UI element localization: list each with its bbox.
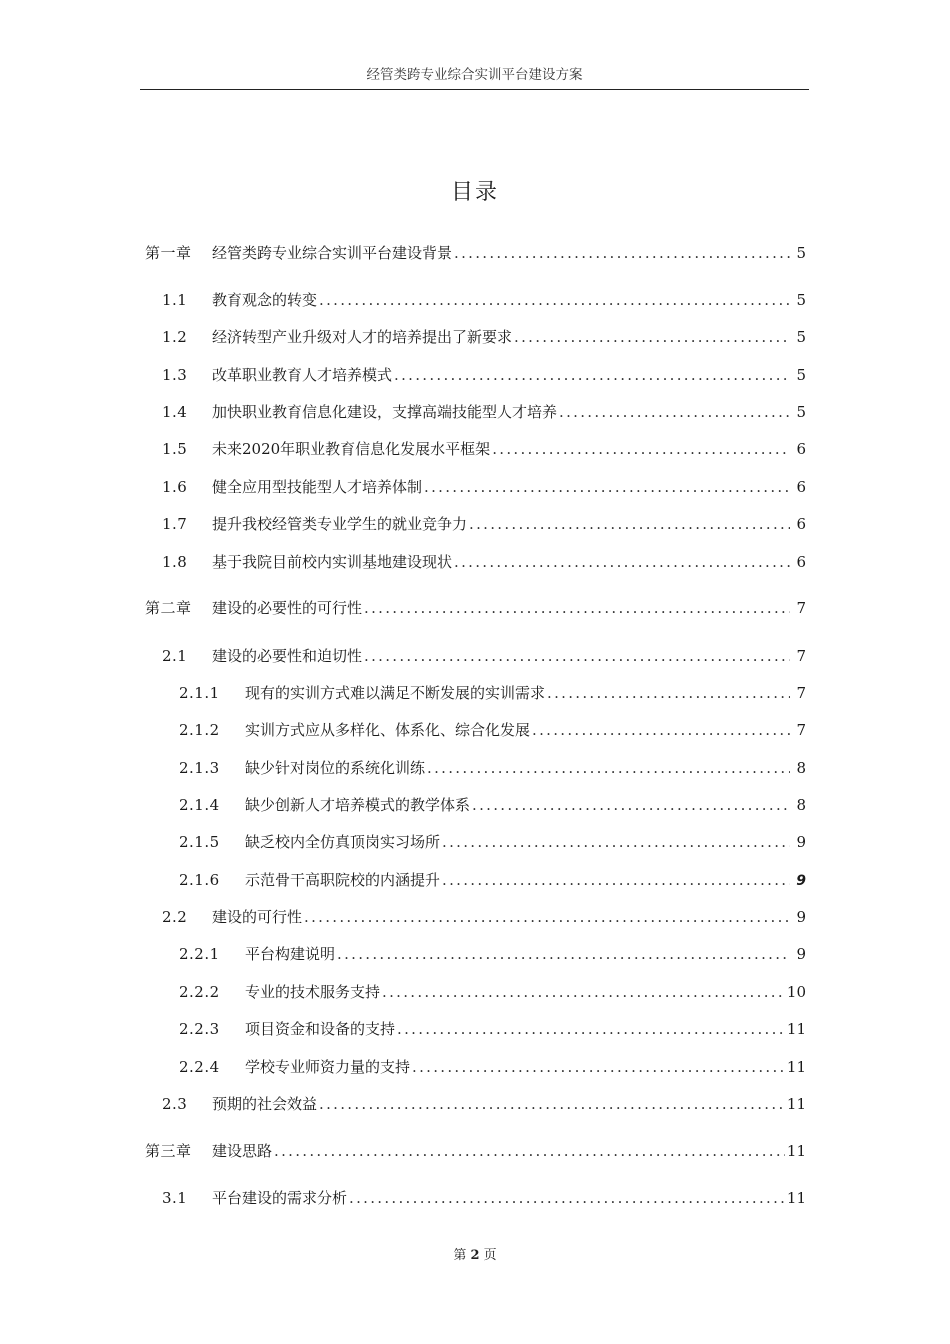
toc-entry-number: 2.2.4 xyxy=(179,1058,220,1076)
toc-dot-leader xyxy=(454,239,790,267)
toc-entry-page-number: 7 xyxy=(796,647,806,665)
toc-entry-title: 缺少针对岗位的系统化训练 xyxy=(245,759,426,777)
toc-entry-page-number: 6 xyxy=(796,440,806,458)
toc-dot-leader xyxy=(469,510,790,538)
toc-entry[interactable] xyxy=(145,594,806,622)
toc-entry[interactable] xyxy=(179,716,806,744)
toc-entry-page-number: 11 xyxy=(786,1058,806,1076)
toc-entry[interactable] xyxy=(179,978,806,1006)
toc-entry-page-number: 6 xyxy=(796,478,806,496)
toc-entry-page-number: 5 xyxy=(796,403,806,421)
toc-dot-leader xyxy=(349,1184,785,1212)
toc-dot-leader xyxy=(382,978,785,1006)
toc-entry-page-number: 11 xyxy=(786,1020,806,1038)
toc-dot-leader xyxy=(274,1137,785,1165)
toc-entry[interactable] xyxy=(162,286,806,314)
toc-entry-title: 专业的技术服务支持 xyxy=(245,983,381,1001)
toc-entry-number: 2.3 xyxy=(162,1095,188,1113)
toc-entry-page-number: 8 xyxy=(796,796,806,814)
header-title: 经管类跨专业综合实训平台建设方案 xyxy=(366,67,583,83)
toc-entry-title: 建设思路 xyxy=(212,1142,273,1160)
toc-dot-leader xyxy=(559,398,790,426)
toc-entry[interactable] xyxy=(162,1184,806,1212)
toc-entry-title: 经管类跨专业综合实训平台建设背景 xyxy=(212,244,453,262)
toc-entry-title: 加快职业教育信息化建设，支撑高端技能型人才培养 xyxy=(212,403,558,421)
toc-entry-number: 2.1.6 xyxy=(179,871,220,889)
toc-entry[interactable] xyxy=(162,510,806,538)
toc-entry[interactable] xyxy=(145,1137,806,1165)
toc-dot-leader xyxy=(319,286,790,314)
toc-entry-page-number: 10 xyxy=(786,983,806,1001)
toc-entry-page-number: 6 xyxy=(796,515,806,533)
toc-entry-title: 项目资金和设备的支持 xyxy=(245,1020,396,1038)
toc-entry-page-number: 5 xyxy=(796,291,806,309)
toc-entry-number: 1.8 xyxy=(162,553,188,571)
toc-dot-leader xyxy=(427,754,790,782)
toc-entry-page-number: 7 xyxy=(796,599,806,617)
footer-prefix: 第 xyxy=(453,1248,467,1263)
toc-entry-number: 第三章 xyxy=(145,1142,192,1160)
toc-entry-number: 1.1 xyxy=(162,291,188,309)
toc-title: 目录 xyxy=(450,180,499,205)
toc-entry-title: 教育观念的转变 xyxy=(212,291,318,309)
toc-entry-page-number: 7 xyxy=(796,721,806,739)
toc-entry[interactable] xyxy=(179,940,806,968)
toc-entry-page-number: 5 xyxy=(796,328,806,346)
toc-entry[interactable] xyxy=(179,1015,806,1043)
toc-entry[interactable] xyxy=(179,679,806,707)
toc-entry[interactable] xyxy=(162,323,806,351)
toc-entry-number: 2.1.4 xyxy=(179,796,220,814)
toc-entry-number: 2.1.5 xyxy=(179,833,220,851)
toc-entry[interactable] xyxy=(145,239,806,267)
toc-entry-page-number: 5 xyxy=(796,366,806,384)
toc-entry-title: 学校专业师资力量的支持 xyxy=(245,1058,411,1076)
toc-entry[interactable] xyxy=(162,361,806,389)
toc-entry-page-number: 7 xyxy=(796,684,806,702)
toc-entry[interactable] xyxy=(162,1090,806,1118)
toc-entry[interactable] xyxy=(162,473,806,501)
toc-entry-title: 缺乏校内全仿真顶岗实习场所 xyxy=(245,833,441,851)
toc-entry-number: 1.3 xyxy=(162,366,188,384)
toc-entry-number: 1.4 xyxy=(162,403,188,421)
toc-dot-leader xyxy=(319,1090,785,1118)
toc-entry[interactable] xyxy=(179,754,806,782)
toc-dot-leader xyxy=(424,473,790,501)
toc-dot-leader xyxy=(304,903,790,931)
toc-entry-number: 第二章 xyxy=(145,599,192,617)
toc-entry-title: 经济转型产业升级对人才的培养提出了新要求 xyxy=(212,328,513,346)
toc-dot-leader xyxy=(394,361,790,389)
toc-entry[interactable] xyxy=(179,1053,806,1081)
toc-dot-leader xyxy=(337,940,790,968)
toc-entry-number: 1.5 xyxy=(162,440,188,458)
toc-entry-title: 缺少创新人才培养模式的教学体系 xyxy=(245,796,471,814)
toc-entry-number: 2.2.1 xyxy=(179,945,220,963)
toc-entry-page-number: 6 xyxy=(796,553,806,571)
toc-entry-number: 2.1.2 xyxy=(179,721,220,739)
toc-entry-title: 基于我院目前校内实训基地建设现状 xyxy=(212,553,453,571)
page-footer xyxy=(0,1246,950,1266)
toc-entry-page-number: 11 xyxy=(786,1189,806,1207)
toc-entry-page-number: 11 xyxy=(786,1095,806,1113)
toc-dot-leader xyxy=(547,679,790,707)
toc-entry-title: 改革职业教育人才培养模式 xyxy=(212,366,393,384)
toc-entry[interactable] xyxy=(162,398,806,426)
toc-entry-number: 2.2 xyxy=(162,908,188,926)
toc-entry-title: 建设的可行性 xyxy=(212,908,303,926)
toc-dot-leader xyxy=(397,1015,785,1043)
toc-dot-leader xyxy=(364,642,790,670)
toc-entry-title: 平台建设的需求分析 xyxy=(212,1189,348,1207)
toc-entry-title: 提升我校经管类专业学生的就业竞争力 xyxy=(212,515,468,533)
toc-entry-page-number: 9 xyxy=(796,873,806,889)
footer-suffix: 页 xyxy=(483,1248,497,1263)
toc-entry-title: 健全应用型技能型人才培养体制 xyxy=(212,478,423,496)
toc-entry[interactable] xyxy=(162,548,806,576)
toc-entry-page-number: 9 xyxy=(796,908,806,926)
footer-page-number: 2 xyxy=(470,1248,480,1263)
toc-entry-number: 1.7 xyxy=(162,515,188,533)
toc-entry[interactable] xyxy=(179,791,806,819)
toc-entry-page-number: 9 xyxy=(796,945,806,963)
toc-dot-leader xyxy=(514,323,790,351)
toc-entry-title: 实训方式应从多样化、体系化、综合化发展 xyxy=(245,721,531,739)
toc-entry-title: 未来2020年职业教育信息化发展水平框架 xyxy=(212,440,491,458)
toc-entry-title: 平台构建说明 xyxy=(245,945,336,963)
toc-entry-number: 2.1 xyxy=(162,647,188,665)
toc-entry[interactable] xyxy=(162,642,806,670)
toc-entry[interactable] xyxy=(162,903,806,931)
toc-entry-title: 建设的必要性的可行性 xyxy=(212,599,363,617)
toc-entry-number: 1.6 xyxy=(162,478,188,496)
toc-entry-title: 建设的必要性和迫切性 xyxy=(212,647,363,665)
toc-entry-number: 2.2.3 xyxy=(179,1020,220,1038)
toc-dot-leader xyxy=(454,548,790,576)
toc-dot-leader xyxy=(532,716,790,744)
toc-dot-leader xyxy=(492,435,790,463)
toc-entry-title: 预期的社会效益 xyxy=(212,1095,318,1113)
toc-entry-page-number: 8 xyxy=(796,759,806,777)
toc-dot-leader xyxy=(442,866,790,894)
toc-entry-number: 2.1.3 xyxy=(179,759,220,777)
toc-entry-title: 现有的实训方式难以满足不断发展的实训需求 xyxy=(245,684,546,702)
toc-dot-leader xyxy=(442,828,790,856)
toc-entry-title: 示范骨干高职院校的内涵提升 xyxy=(245,871,441,889)
toc-dot-leader xyxy=(364,594,790,622)
toc-entry[interactable] xyxy=(162,435,806,463)
toc-entry-number: 1.2 xyxy=(162,328,188,346)
toc-entry-page-number: 11 xyxy=(786,1142,806,1160)
toc-dot-leader xyxy=(412,1053,785,1081)
toc-entry-number: 第一章 xyxy=(145,244,192,262)
toc-entry-page-number: 5 xyxy=(796,244,806,262)
toc-entry[interactable] xyxy=(179,828,806,856)
toc-entry-page-number: 9 xyxy=(796,833,806,851)
toc-entry-number: 3.1 xyxy=(162,1189,188,1207)
toc-entry-number: 2.2.2 xyxy=(179,983,220,1001)
toc-entry-number: 2.1.1 xyxy=(179,684,220,702)
toc-entry[interactable] xyxy=(179,866,806,894)
toc-dot-leader xyxy=(472,791,790,819)
